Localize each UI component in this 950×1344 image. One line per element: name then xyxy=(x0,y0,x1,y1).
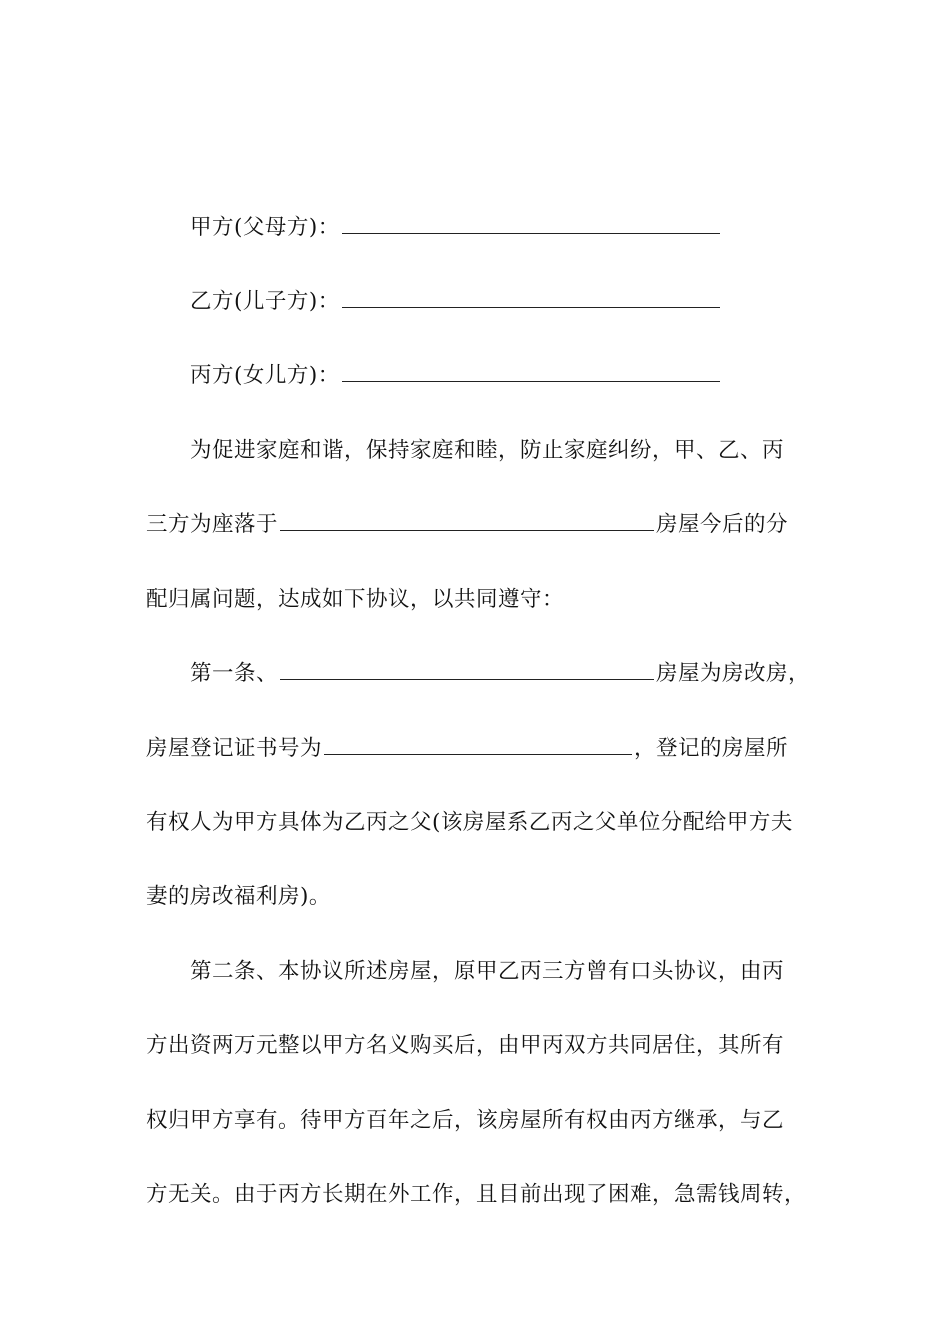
article-1-line-1-end: 房屋为房改房， xyxy=(656,661,811,686)
article-1-line-2-start: 房屋登记证书号为 xyxy=(146,736,323,761)
property-address-blank[interactable] xyxy=(280,510,654,531)
article-2-line-3: 权归甲方享有。待甲方百年之后，该房屋所有权由丙方继承，与乙 xyxy=(146,1108,785,1133)
article-2-line-1: 第二条、本协议所述房屋，原甲乙丙三方曾有口头协议，由丙 xyxy=(190,959,785,984)
intro-line-2-start: 三方为座落于 xyxy=(146,512,279,537)
article-1-line-4: 妻的房改福利房)。 xyxy=(146,884,331,909)
article-1-line-3: 有权人为甲方具体为乙丙之父(该房屋系乙丙之父单位分配给甲方夫 xyxy=(146,810,793,835)
article-1-heading: 第一条、 xyxy=(190,661,279,686)
party-b-label: 乙方(儿子方)： xyxy=(190,289,340,314)
article-1-line-2-end: ，登记的房屋所 xyxy=(634,736,789,761)
article-1-line-1 xyxy=(190,659,810,689)
party-c-label: 丙方(女儿方)： xyxy=(190,363,340,388)
article-1-line-2 xyxy=(146,734,788,764)
intro-line-2 xyxy=(146,510,788,540)
party-a-label: 甲方(父母方)： xyxy=(190,215,340,240)
intro-line-2-end: 房屋今后的分 xyxy=(656,512,789,537)
party-a-line xyxy=(190,213,722,243)
intro-line-1: 为促进家庭和谐，保持家庭和睦，防止家庭纠纷，甲、乙、丙 xyxy=(190,438,785,463)
party-a-blank[interactable] xyxy=(342,213,720,234)
party-c-blank[interactable] xyxy=(342,361,720,382)
party-b-blank[interactable] xyxy=(342,287,720,308)
article-2-line-2: 方出资两万元整以甲方名义购买后，由甲丙双方共同居住，其所有 xyxy=(146,1033,785,1058)
party-c-line xyxy=(190,361,722,391)
article-2-line-4: 方无关。由于丙方长期在外工作，且目前出现了困难，急需钱周转， xyxy=(146,1182,807,1207)
party-b-line xyxy=(190,287,722,317)
intro-line-3: 配归属问题，达成如下协议，以共同遵守： xyxy=(146,587,565,612)
property-name-blank[interactable] xyxy=(280,659,654,680)
certificate-number-blank[interactable] xyxy=(324,734,632,755)
